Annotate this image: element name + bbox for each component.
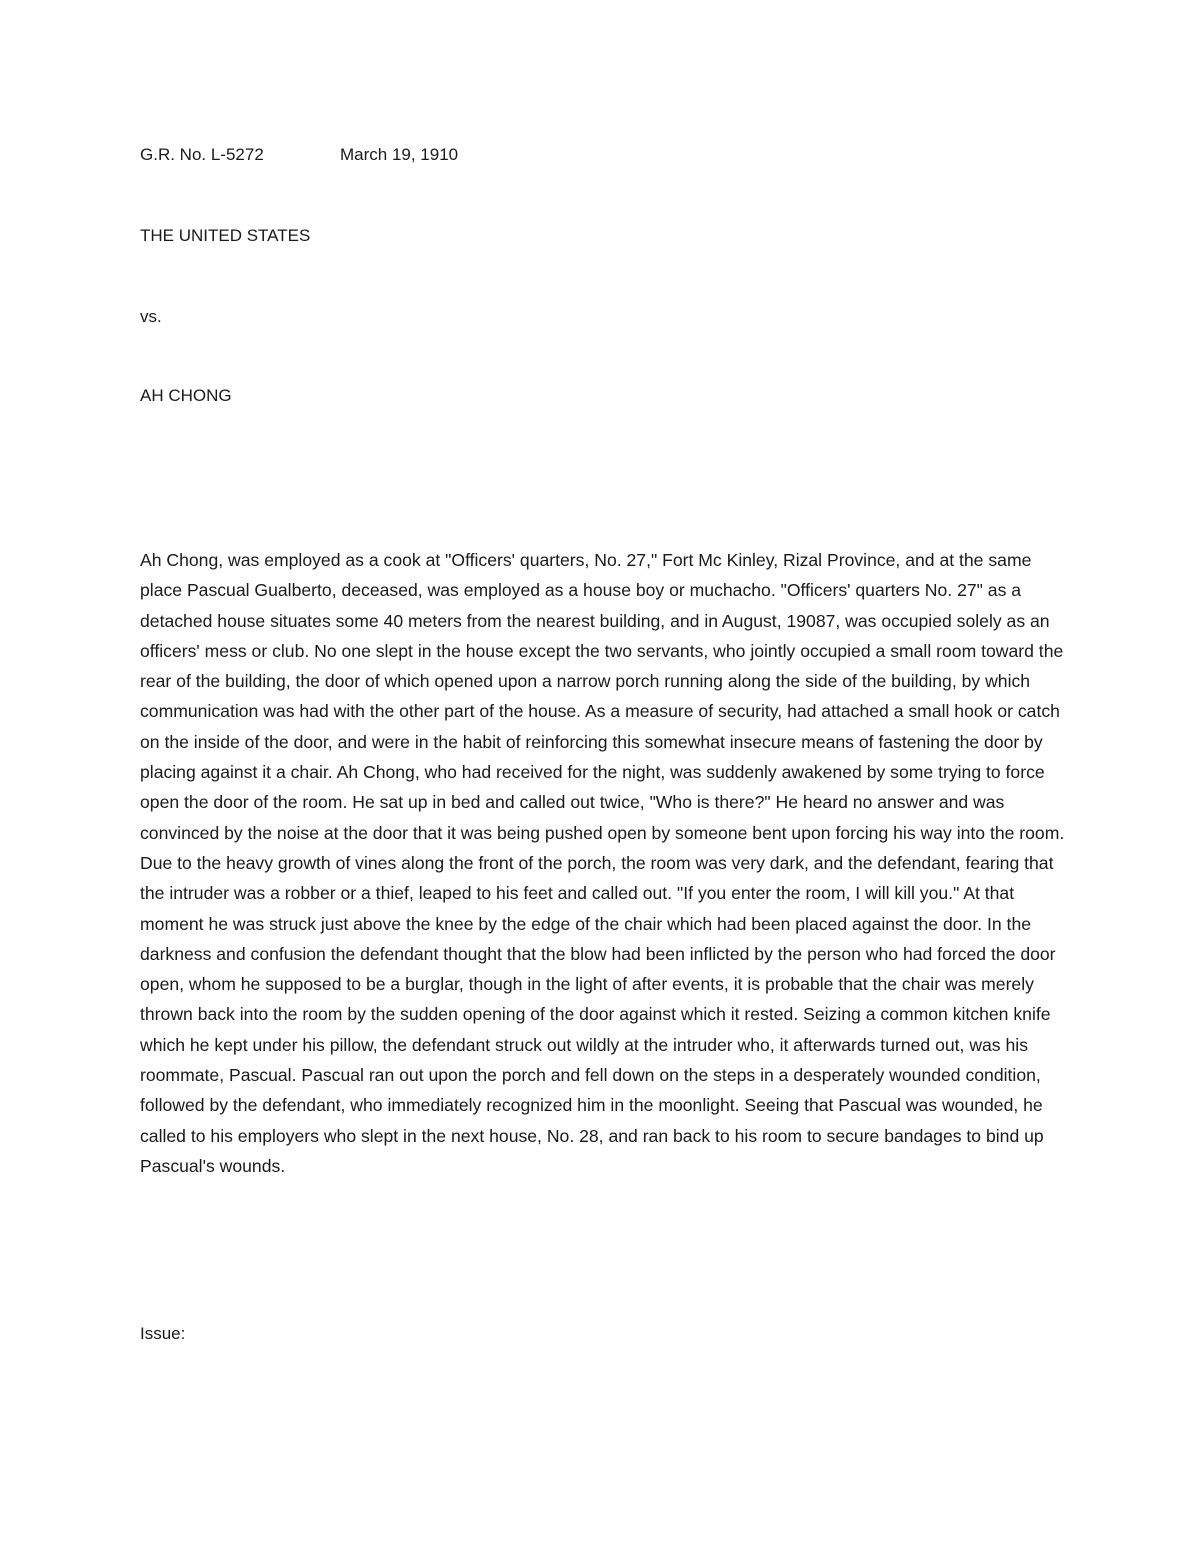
issue-heading: Issue: xyxy=(140,1324,186,1343)
facts-paragraph: Ah Chong, was employed as a cook at "Officers' quarters, No. 27," Fort Mc Kinley, Rizal Province, and at the same place Pascual Gualberto, deceased, was employed as a house boy or muchacho. "Officers' quarters No. 27" as a detached house situates some 40 meters from the nearest building, and in August, 19087, was occupied solely as an officers' mess or club. No one slept in the house except the two servants, who jointly occupied a small room toward the rear of the building, the door of which opened upon a narrow porch running along the side of the building, by which communication was had with the other part of the house. As a measure of security, had attached a small hook or catch on the inside of the door, and were in the habit of reinforcing this somewhat insecure means of fastening the door by placing against it a chair. Ah Chong, who had received for the night, was suddenly awakened by some trying to force open the door of the room. He sat up in bed and called out twice, "Who is there?" He heard no answer and was convinced by the noise at the door that it was being pushed open by someone bent upon forcing his way into the room. Due to the heavy growth of vines along the front of the porch, the room was very dark, and the defendant, fearing that the intruder was a robber or a thief, leaped to his feet and called out. "If you enter the room, I will kill you." At that moment he was struck just above the knee by the edge of the chair which had been placed against the door. In the darkness and confusion the defendant thought that the blow had been inflicted by the person who had forced the door open, whom he supposed to be a burglar, though in the light of after events, it is probable that the chair was merely thrown back into the room by the sudden opening of the door against which it rested. Seizing a common kitchen knife which he kept under his pillow, the defendant struck out wildly at the intruder who, it afterwards turned out, was his roommate, Pascual. Pascual ran out upon the porch and fell down on the steps in a desperately wounded condition, followed by the defendant, who immediately recognized him in the moonlight. Seeing that Pascual was wounded, he called to his employers who slept in the next house, No. 28, and ran back to his room to secure bandages to bind up Pascual's wounds. xyxy=(140,550,1065,1176)
defendant-name: AH CHONG xyxy=(140,386,232,405)
versus-label: vs. xyxy=(140,307,162,326)
facts-section xyxy=(140,545,1070,1181)
plaintiff-name: THE UNITED STATES xyxy=(140,226,311,245)
case-date: March 19, 1910 xyxy=(340,145,459,164)
case-number: G.R. No. L-5272 xyxy=(140,145,264,164)
